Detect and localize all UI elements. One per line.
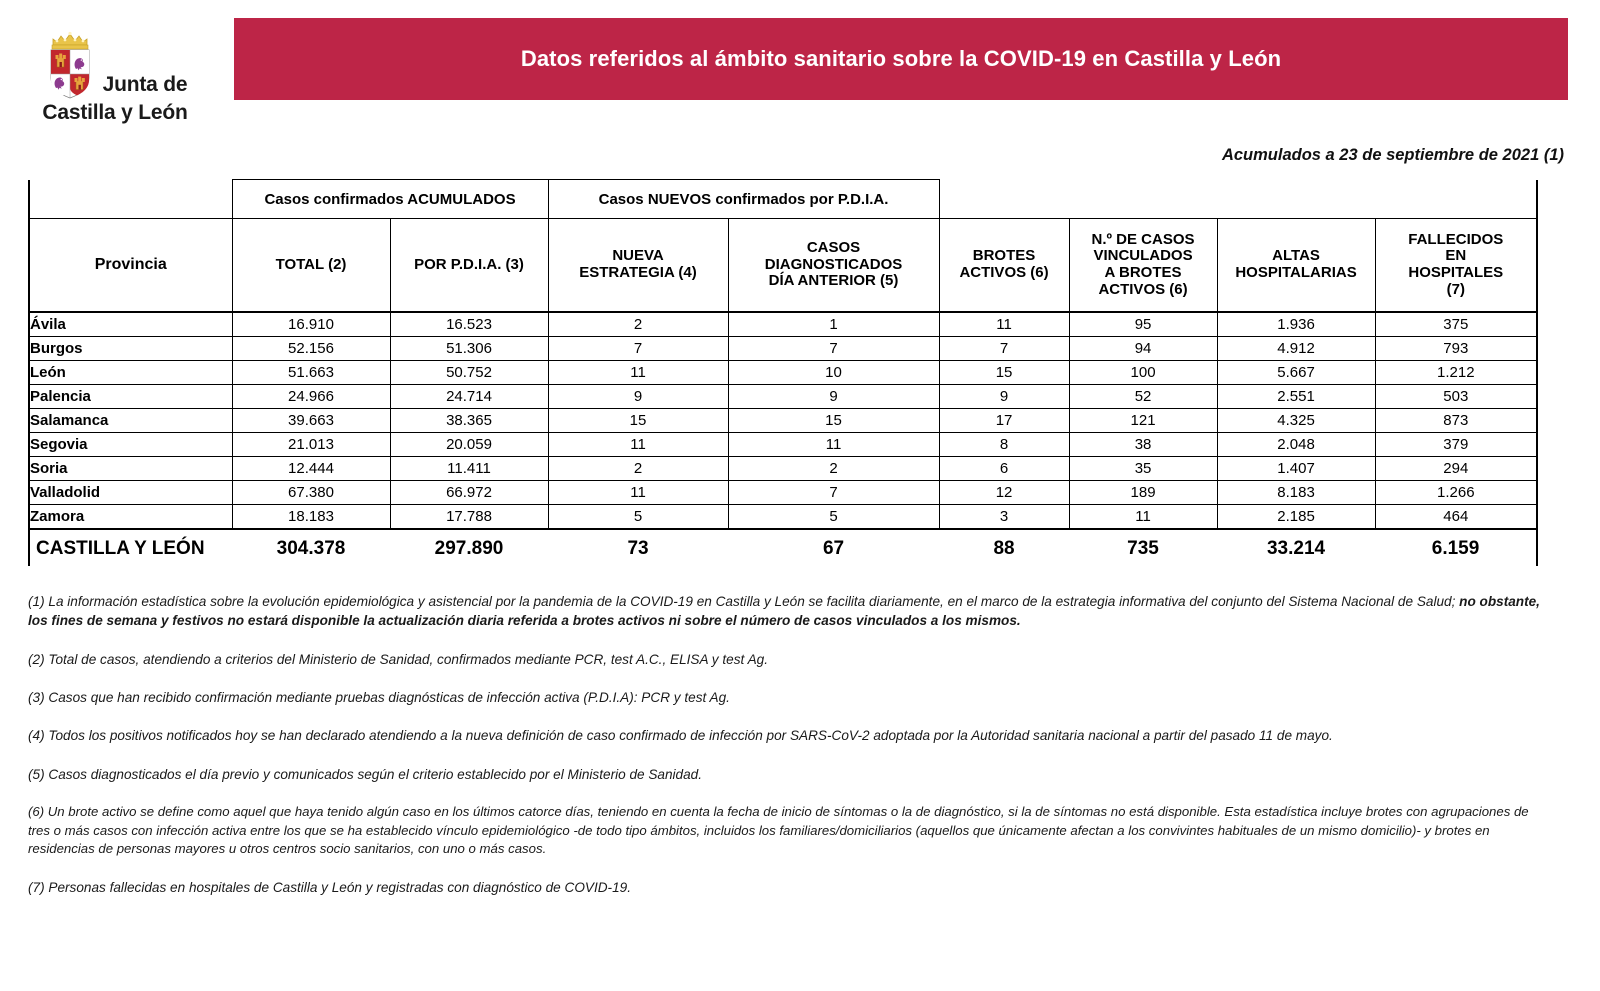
cell-casos-vinculados: 94 [1069, 337, 1217, 361]
table-row [29, 337, 1537, 361]
total-cell-casos-vinculados: 735 [1069, 529, 1217, 566]
cell-casos-vinculados: 189 [1069, 481, 1217, 505]
column-header-brotes-activos-line-2: ACTIVOS (6) [959, 264, 1049, 282]
cell-nueva-estrategia: 5 [548, 505, 728, 530]
total-cell-por-pdia: 297.890 [390, 529, 548, 566]
cell-por-pdia: 17.788 [390, 505, 548, 530]
cell-provincia: Zamora [29, 505, 232, 530]
cell-total: 12.444 [232, 457, 390, 481]
column-header-nueva-estrategia-line-2: ESTRATEGIA (4) [579, 264, 697, 282]
cell-fallecidos: 1.266 [1375, 481, 1537, 505]
cell-por-pdia: 38.365 [390, 409, 548, 433]
cell-provincia: Burgos [29, 337, 232, 361]
footnotes [28, 592, 1548, 897]
cell-brotes-activos: 11 [939, 312, 1069, 337]
table-row [29, 481, 1537, 505]
cell-provincia: León [29, 361, 232, 385]
cell-fallecidos: 1.212 [1375, 361, 1537, 385]
footnote-3: (3) Casos que han recibido confirmación mediante pruebas diagnósticas de infección activa (P.D.I.A): PCR y test Ag. [28, 689, 730, 705]
column-header-brotes-activos-line-1: BROTES [972, 247, 1036, 265]
cell-provincia: Valladolid [29, 481, 232, 505]
table-body [29, 312, 1537, 566]
column-header-casos-diagnosticados [728, 219, 939, 313]
group-header-spacer-2 [939, 180, 1069, 219]
group-header-nuevos: Casos NUEVOS confirmados por P.D.I.A. [548, 180, 939, 219]
footnote-5: (5) Casos diagnosticados el día previo y comunicados según el criterio establecido por el Ministerio de Sanidad. [28, 766, 703, 782]
total-cell-provincia: CASTILLA Y LEÓN [29, 529, 232, 566]
cell-casos-vinculados: 35 [1069, 457, 1217, 481]
column-header-casos-diagnosticados-line-3: DÍA ANTERIOR (5) [768, 272, 899, 290]
cell-por-pdia: 20.059 [390, 433, 548, 457]
column-header-casos-vinculados-line-4: ACTIVOS (6) [1098, 280, 1188, 298]
cell-total: 39.663 [232, 409, 390, 433]
page-title: Datos referidos al ámbito sanitario sobre la COVID-19 en Castilla y León [520, 46, 1282, 71]
total-cell-total: 304.378 [232, 529, 390, 566]
cell-por-pdia: 24.714 [390, 385, 548, 409]
cell-casos-dia-anterior: 11 [728, 433, 939, 457]
total-cell-brotes-activos: 88 [939, 529, 1069, 566]
cell-casos-dia-anterior: 7 [728, 337, 939, 361]
cell-casos-dia-anterior: 9 [728, 385, 939, 409]
cell-brotes-activos: 9 [939, 385, 1069, 409]
cell-total: 51.663 [232, 361, 390, 385]
cell-casos-dia-anterior: 10 [728, 361, 939, 385]
cell-provincia: Soria [29, 457, 232, 481]
group-header-acumulados: Casos confirmados ACUMULADOS [232, 180, 548, 219]
cell-por-pdia: 50.752 [390, 361, 548, 385]
cell-brotes-activos: 12 [939, 481, 1069, 505]
table-column-header-row [29, 219, 1537, 313]
column-header-por-pdia: POR P.D.I.A. (3) [390, 219, 548, 313]
cell-fallecidos: 873 [1375, 409, 1537, 433]
cell-casos-dia-anterior: 7 [728, 481, 939, 505]
table-row [29, 505, 1537, 530]
column-header-fallecidos-line-1: FALLECIDOS [1408, 230, 1504, 248]
cell-brotes-activos: 3 [939, 505, 1069, 530]
footnote-7: (7) Personas fallecidas en hospitales de Castilla y León y registradas con diagnóstico de COVID-19. [28, 880, 631, 896]
column-header-brotes-activos [939, 219, 1069, 313]
cell-altas: 8.183 [1217, 481, 1375, 505]
cell-por-pdia: 16.523 [390, 312, 548, 337]
cell-total: 52.156 [232, 337, 390, 361]
cell-altas: 5.667 [1217, 361, 1375, 385]
cell-brotes-activos: 6 [939, 457, 1069, 481]
cell-brotes-activos: 7 [939, 337, 1069, 361]
cell-altas: 2.185 [1217, 505, 1375, 530]
page-header [0, 0, 1600, 124]
coat-of-arms-icon [43, 28, 97, 100]
column-header-nueva-estrategia-line-1: NUEVA [612, 247, 664, 265]
brand-name-line-1: Junta de [102, 72, 188, 96]
cell-provincia: Palencia [29, 385, 232, 409]
group-header-spacer-3 [1069, 180, 1217, 219]
footnote-4: (4) Todos los positivos notificados hoy se han declarado atendiendo a la nueva definición de caso confirmado de infección por SARS-CoV-2 adoptada por la Autoridad sanitaria nacional a partir del pasado 11 de mayo. [28, 728, 1333, 744]
cell-casos-dia-anterior: 5 [728, 505, 939, 530]
table-row [29, 385, 1537, 409]
column-header-casos-vinculados-line-1: N.º DE CASOS [1091, 230, 1195, 248]
cell-total: 24.966 [232, 385, 390, 409]
column-header-fallecidos [1375, 219, 1537, 313]
table-row [29, 433, 1537, 457]
cell-altas: 2.551 [1217, 385, 1375, 409]
table-row [29, 312, 1537, 337]
cell-nueva-estrategia: 2 [548, 312, 728, 337]
column-header-fallecidos-line-3: HOSPITALES [1408, 264, 1504, 282]
cell-fallecidos: 793 [1375, 337, 1537, 361]
cell-nueva-estrategia: 11 [548, 361, 728, 385]
cell-brotes-activos: 17 [939, 409, 1069, 433]
accumulated-date-note: Acumulados a 23 de septiembre de 2021 (1) [1221, 146, 1564, 165]
table-group-header-row [29, 180, 1537, 219]
table-total-row [29, 529, 1537, 566]
table-row [29, 409, 1537, 433]
cell-nueva-estrategia: 9 [548, 385, 728, 409]
cell-altas: 2.048 [1217, 433, 1375, 457]
cell-por-pdia: 11.411 [390, 457, 548, 481]
footnote-6: (6) Un brote activo se define como aquel que haya tenido algún caso en los últimos catorce días, teniendo en cuenta la fecha de inicio de síntomas o la de diagnóstico, si la de síntomas no está disponible. Esta estadística incluye brotes con agrupaciones de tres o más casos con infección activa entre los que se ha establecido vínculo epidemiológico -de todo tipo ámbitos, incluidos los familiares/domiciliarios (aquellos que únicamente afectan a los convivintes habituales de un mismo domicilio)- y brotes en residencias de personas mayores u otros centros socio sanitarios, con uno o más casos. [28, 803, 1529, 857]
cell-total: 67.380 [232, 481, 390, 505]
cell-casos-vinculados: 11 [1069, 505, 1217, 530]
cell-altas: 4.912 [1217, 337, 1375, 361]
group-header-spacer-5 [1375, 180, 1537, 219]
group-header-spacer [29, 180, 232, 219]
cell-nueva-estrategia: 7 [548, 337, 728, 361]
cell-por-pdia: 51.306 [390, 337, 548, 361]
cell-casos-dia-anterior: 1 [728, 312, 939, 337]
cell-provincia: Salamanca [29, 409, 232, 433]
table-row [29, 361, 1537, 385]
footnote-2: (2) Total de casos, atendiendo a criterios del Ministerio de Sanidad, confirmados mediante PCR, test A.C., ELISA y test Ag. [28, 651, 768, 667]
total-cell-fallecidos: 6.159 [1375, 529, 1537, 566]
cell-casos-vinculados: 52 [1069, 385, 1217, 409]
cell-casos-vinculados: 100 [1069, 361, 1217, 385]
table-row [29, 457, 1537, 481]
column-header-nueva-estrategia [548, 219, 728, 313]
column-header-casos-vinculados-line-2: VINCULADOS [1093, 247, 1193, 265]
covid-data-table [28, 179, 1538, 566]
cell-por-pdia: 66.972 [390, 481, 548, 505]
cell-provincia: Ávila [29, 312, 232, 337]
cell-fallecidos: 379 [1375, 433, 1537, 457]
cell-altas: 1.936 [1217, 312, 1375, 337]
cell-casos-vinculados: 121 [1069, 409, 1217, 433]
cell-nueva-estrategia: 2 [548, 457, 728, 481]
cell-fallecidos: 503 [1375, 385, 1537, 409]
total-cell-casos-dia-anterior: 67 [728, 529, 939, 566]
column-header-total: TOTAL (2) [232, 219, 390, 313]
cell-fallecidos: 294 [1375, 457, 1537, 481]
brand-logo [0, 18, 230, 124]
brand-name-line-2: Castilla y León [42, 101, 188, 124]
cell-casos-dia-anterior: 15 [728, 409, 939, 433]
column-header-casos-diagnosticados-line-1: CASOS [806, 238, 861, 256]
footnote-1-part-a: (1) La información estadística sobre la evolución epidemiológica y asistencial por la pandemia de la COVID-19 en Castilla y León se facilita diariamente, en el marco de la estrategia informativa del conjunto del Sistema Nacional de Salud; [28, 594, 1460, 610]
column-header-altas-line-2: HOSPITALARIAS [1235, 264, 1357, 282]
total-cell-nueva-estrategia: 73 [548, 529, 728, 566]
cell-brotes-activos: 8 [939, 433, 1069, 457]
column-header-provincia: Provincia [29, 219, 232, 313]
cell-casos-vinculados: 38 [1069, 433, 1217, 457]
column-header-casos-vinculados-line-3: A BROTES [1104, 264, 1182, 282]
column-header-altas-line-1: ALTAS [1272, 247, 1320, 265]
column-header-altas-hospitalarias [1217, 219, 1375, 313]
group-header-spacer-4 [1217, 180, 1375, 219]
footnote-1 [28, 592, 1548, 631]
cell-provincia: Segovia [29, 433, 232, 457]
cell-fallecidos: 375 [1375, 312, 1537, 337]
cell-total: 21.013 [232, 433, 390, 457]
cell-total: 18.183 [232, 505, 390, 530]
cell-nueva-estrategia: 15 [548, 409, 728, 433]
column-header-casos-diagnosticados-line-2: DIAGNOSTICADOS [764, 255, 903, 273]
cell-casos-dia-anterior: 2 [728, 457, 939, 481]
cell-total: 16.910 [232, 312, 390, 337]
covid-table-container [28, 179, 1570, 566]
column-header-fallecidos-line-2: EN [1445, 247, 1467, 265]
total-cell-altas: 33.214 [1217, 529, 1375, 566]
column-header-fallecidos-line-4: (7) [1446, 280, 1465, 298]
title-banner [234, 18, 1568, 100]
cell-nueva-estrategia: 11 [548, 433, 728, 457]
cell-brotes-activos: 15 [939, 361, 1069, 385]
cell-fallecidos: 464 [1375, 505, 1537, 530]
cell-casos-vinculados: 95 [1069, 312, 1217, 337]
column-header-casos-vinculados [1069, 219, 1217, 313]
footnote-1-part-b: no obstante, los fines de semana y festivos no estará disponible la actualización diaria referida a brotes activos ni sobre el número de casos vinculados a los mismos. [28, 594, 1540, 629]
cell-altas: 1.407 [1217, 457, 1375, 481]
cell-nueva-estrategia: 11 [548, 481, 728, 505]
cell-altas: 4.325 [1217, 409, 1375, 433]
